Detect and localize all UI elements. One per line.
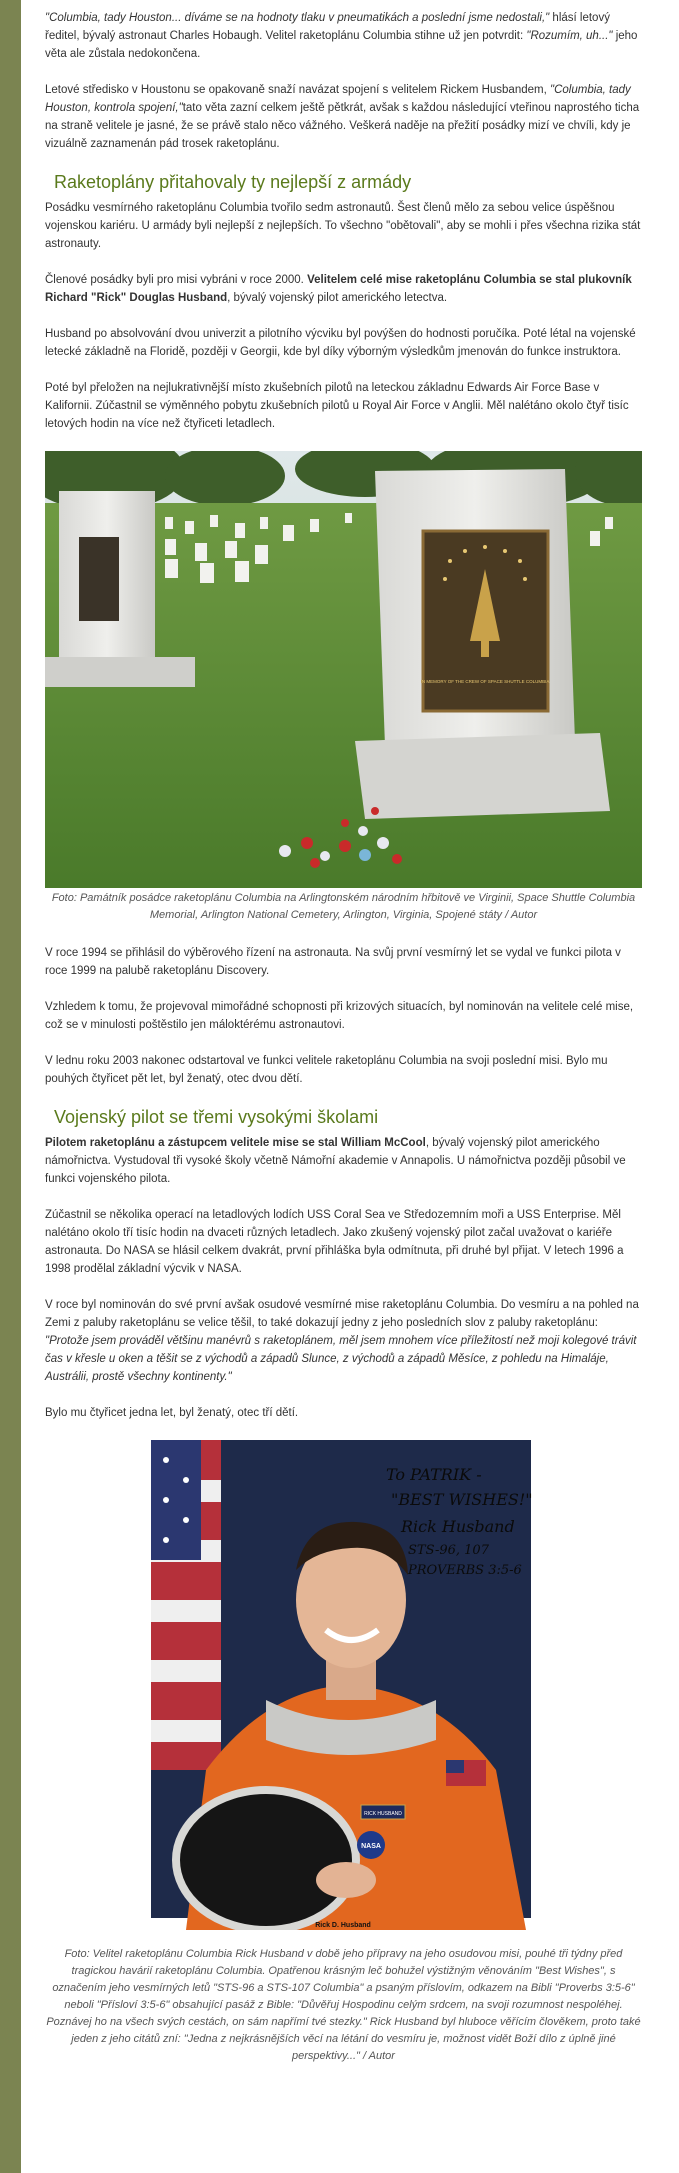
s2p1-end: , bývalý vojenský pilot amerického námořnictva. Vystudoval tři vysoké školy včetně Námořní akademie v Annapolis. U námořnictva později působil ve funkci vojenského pilota.: [45, 1137, 626, 1185]
inscription-line-4: STS-96, 107: [408, 1543, 489, 1558]
section1-paragraph-4: Poté byl přeložen na nejlukrativnější místo zkušebních pilotů na leteckou základnu Edwards Air Force Base v Kalifornii. Zúčastnil se výměnného pobytu zkušebních pilotů u Royal Air Force v Anglii. Měl nalétáno okolo čtyř tisíc letových hodin na více než čtyřiceti letadlech.: [45, 382, 629, 430]
memorial-caption: Foto: Památník posádce raketoplánu Columbia na Arlingtonském národním hřbitově ve Virginii, Space Shuttle Columbia Memorial, Arlington National Cemetery, Arlington, Virginia, Spojené státy / Autor: [51, 892, 636, 921]
section2-paragraph-3: [45, 1296, 642, 1386]
intro2-text: Letové středisko v Houstonu se opakovaně snaží navázat spojení s velitelem Rickem Husbandem,: [45, 84, 550, 96]
quote-kontrola: "Columbia, tady Houston, kontrola spojení,": [45, 84, 631, 114]
memorial-photo: [45, 451, 642, 888]
section1-paragraph-6: Vzhledem k tomu, že projevoval mimořádné schopnosti při krizových situacích, byl nominován na velitele celé mise, což se v minulosti poštěstilo jen máloktérému astronautovi.: [45, 1001, 634, 1031]
inscription-line-2: "BEST WISHES!": [391, 1490, 533, 1509]
inscription-line-1: To PATRIK -: [386, 1465, 482, 1484]
s2p3-text: V roce byl nominován do své první avšak osudové vesmírné mise raketoplánu Columbia. Do vesmíru a na pohled na Zemi z paluby raketoplánu se velice těšil, to také dokazují jedny z jeho posledních slov z paluby raketoplánu:: [45, 1299, 639, 1329]
quote-houston: "Columbia, tady Houston... díváme se na hodnoty tlaku v pneumatikách a poslední jsme nedostali,": [45, 12, 550, 24]
section1-paragraph-5: V roce 1994 se přihlásil do výběrového řízení na astronauta. Na svůj první vesmírný let se vydal ve funkci pilota v roce 1999 na palubě raketoplánu Discovery.: [45, 947, 621, 977]
intro-paragraph-1: [45, 9, 642, 63]
page-right-margin: [642, 0, 679, 2173]
section-heading-2: Vojenský pilot se třemi vysokými školami: [54, 1107, 379, 1127]
husband-portrait: [146, 1440, 541, 1930]
intro-text: hlásí letový ředitel, bývalý astronaut Charles Hobaugh. Velitel raketoplánu Columbia stihne už jen potvrdit:: [45, 12, 610, 42]
intro-text-end: jeho věta ale zůstala nedokončena.: [45, 30, 638, 60]
section2-paragraph-4: Bylo mu čtyřicet jedna let, byl ženatý, otec tří dětí.: [45, 1407, 299, 1419]
s1p2-end: , bývalý vojenský pilot amerického letectva.: [227, 292, 448, 304]
s2p1-bold: Pilotem raketoplánu a zástupcem velitele mise se stal William McCool: [45, 1137, 426, 1149]
quote-mccool: "Protože jsem prováděl většinu manévrů s raketoplánem, měl jsem mnohem více příležitostí než moji kolegové trávit čas v křesle u oken a těšit se z východů a západů Slunce, z východů a západů Měsíce, z pohledu na Himaláje, Austrálii, prostě všechny kontinenty.": [45, 1335, 637, 1383]
inscription-line-3: Rick Husband: [401, 1517, 515, 1536]
left-sidebar-stripe: [0, 0, 21, 2173]
section1-paragraph-2: [45, 271, 642, 307]
intro2-text-end: tato věta zazní celkem ještě pětkrát, avšak s každou následující vteřinou naprostého ticha na straně velitele je jasné, že se právě stalo něco vážného. Veškerá naděje na přežití posádky mizí ve chvíli, kdy je vizuálně zaznamenán pád trosek raketoplánu.: [45, 102, 640, 150]
nasa-logo: NASA: [361, 1843, 381, 1850]
inscription-line-5: PROVERBS 3:5-6: [408, 1563, 522, 1578]
portrait-name-label: Rick D. Husband: [315, 1922, 371, 1929]
section1-paragraph-7: V lednu roku 2003 nakonec odstartoval ve funkci velitele raketoplánu Columbia na svoji poslední misi. Bylo mu pouhých čtyřicet pět let, byl ženatý, otec dvou dětí.: [45, 1055, 608, 1085]
s1p2-text: Členové posádky byli pro misi vybráni v roce 2000.: [45, 274, 308, 286]
s1p2-bold: Velitelem celé mise raketoplánu Columbia se stal plukovník Richard "Rick" Douglas Husband: [45, 274, 632, 304]
husband-figure: [45, 1440, 642, 2065]
section-heading-1: Raketoplány přitahovaly ty nejlepší z armády: [54, 172, 412, 192]
section2-paragraph-1: [45, 1134, 642, 1188]
intro-paragraph-2: [45, 81, 642, 153]
plaque-inscription: IN MEMORY OF THE CREW OF SPACE SHUTTLE COLUMBIA: [420, 679, 550, 684]
memorial-figure: [45, 451, 642, 924]
name-patch: RICK HUSBAND: [364, 1811, 402, 1817]
section1-paragraph-1: Posádku vesmírného raketoplánu Columbia tvořilo sedm astronautů. Šest členů mělo za sebou velice úspěšnou vojenskou kariéru. U armády byli nejlepší z nejlepších. To všechno "obětovali", aby se mohli i přes všechna rizika stát astronauty.: [45, 202, 641, 250]
article-body: [45, 0, 642, 2085]
section2-paragraph-2: Zúčastnil se několika operací na letadlových lodích USS Coral Sea ve Středozemním moři a USS Enterprise. Měl nalétáno okolo tří tisíc hodin na dvaceti různých letadlech. Jako zkušený vojenský pilot začal uvažovat o kariéře astronauta. Do NASA se hlásil celkem dvakrát, první přihláška byla odmítnuta, při druhé byl přijat. V letech 1996 a 1998 prodělal základní výcvik v NASA.: [45, 1209, 624, 1275]
quote-rozumim: "Rozumím, uh...": [526, 30, 613, 42]
section1-paragraph-3: Husband po absolvování dvou univerzit a pilotního výcviku byl povýšen do hodnosti poručíka. Poté létal na vojenské letecké základně na Floridě, později v Georgii, kde byl díky výborným výsledkům jmenován do funkce instruktora.: [45, 328, 636, 358]
husband-caption: Foto: Velitel raketoplánu Columbia Rick Husband v době jeho přípravy na jeho osudovou misi, pouhé tři týdny před tragickou havárií raketoplánu Columbia. Opatřenou krásným leč bohužel výstižným věnováním "Best Wishes", s označením jeho vesmírných letů "STS-96 a STS-107 Columbia" a psaným příslovím, odkazem na Bibli "Proverbs 3:5-6" neboli "Přísloví 3:5-6" obsahující pasáž z Bible: "Důvěřuj Hospodinu celým srdcem, na svoji rozumnost nespoléhej. Poznávej ho na všech svých cestách, on sám napřímí tvé stezky." Rick Husband byl hluboce věřícím člověkem, proto také jeden z jeho citátů zní: "Jedna z nejkrásnějších věcí na létání do vesmíru je, možnost vidět Boží dílo z úplně jiné perspektivy..." / Autor: [46, 1948, 641, 2062]
